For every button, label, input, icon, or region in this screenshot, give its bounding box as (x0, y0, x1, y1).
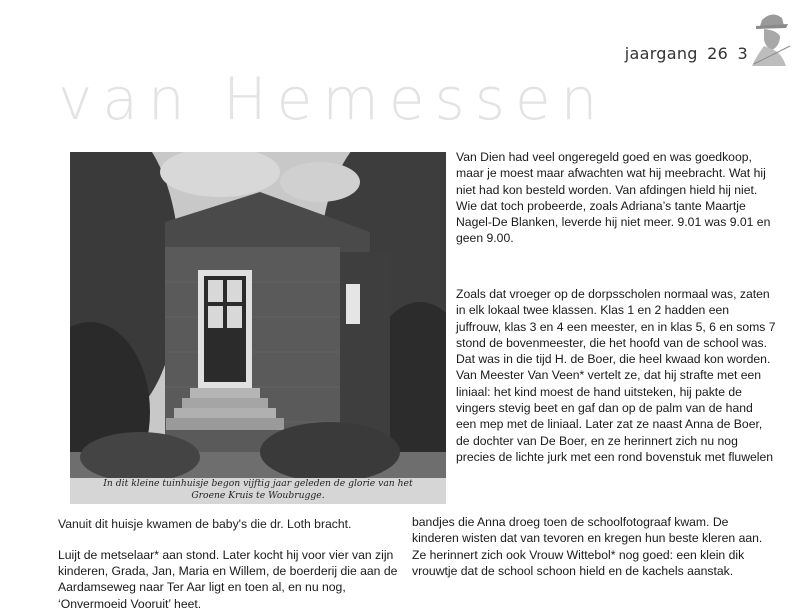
volume-number: 26 (707, 44, 729, 63)
body-paragraph: bandjes die Anna droeg toen de schoolfotograaf kwam. De kinderen wisten dat van tevoren en kregen hun beste kleren aan. Ze herinnert zich ook Vrouw Wittebol* nog goed: een klein dik vrouwtje dat de school schoon hield en de kachels aanstak. (412, 515, 763, 578)
body-paragraph: Zoals dat vroeger op de dorpsscholen normaal was, zaten in elk lokaal twee klassen. Klas 1 en 2 hadden een juffrouw, klas 3 en 4 een meester, en in klas 5, 6 en soms 7 stond de bovenmeester, die het hoofd van de school was. Dat was in die tijd H. de Boer, die heel kwaad kon worden. Van Meester Van Veen* vertelt ze, dat hij strafte met een liniaal: het kind moest de hand uitsteken, hij pakte de vingers stevig beet en gaf dan op de palm van de hand een mep met de liniaal. Later zat ze naast Anna de Boer, de dochter van De Boer, en ze herinnert zich nu nog precies de lichte jurk met een rond bovenstuk met fluwelen (456, 287, 776, 464)
article-title: van Hemessen (58, 65, 608, 133)
hat-man-logo-icon (750, 6, 792, 68)
page-header (621, 44, 748, 63)
section-label: jaargang (624, 44, 698, 63)
figure-caption: Vanuit dit huisje kwamen de baby's die dr. Loth bracht. (58, 517, 352, 531)
photo-caption-line: Groene Kruis te Woubrugge. (191, 490, 325, 501)
body-paragraph: Van Dien had veel ongeregeld goed en was goedkoop, maar je moest maar afwachten wat hij meebracht. Wat hij niet had kon besteld worden. Van afdingen hield hij niet. Wie dat toch probeerde, zoals Adriana’s tante Maartje Nagel-De Blanken, leverde hij niet meer. 9.01 was 9.01 en geen 9.00. (456, 150, 771, 246)
body-paragraph-left: Luijt de metselaar* aan stond. Later kocht hij voor vier van zijn kinderen, Grada, Jan, Maria en Willem, de boerderij die aan de Aardamseweg naar Ter Aar ligt en toen al, en nu nog, ‘Onvermoeid Vooruit’ heet. (58, 548, 398, 611)
photo-caption-line: In dit kleine tuinhuisje begon vijftig jaar geleden de glorie van het (103, 478, 413, 489)
photo-caption (70, 478, 446, 504)
page-number: 3 (737, 44, 748, 63)
garden-house-photo (70, 152, 446, 504)
